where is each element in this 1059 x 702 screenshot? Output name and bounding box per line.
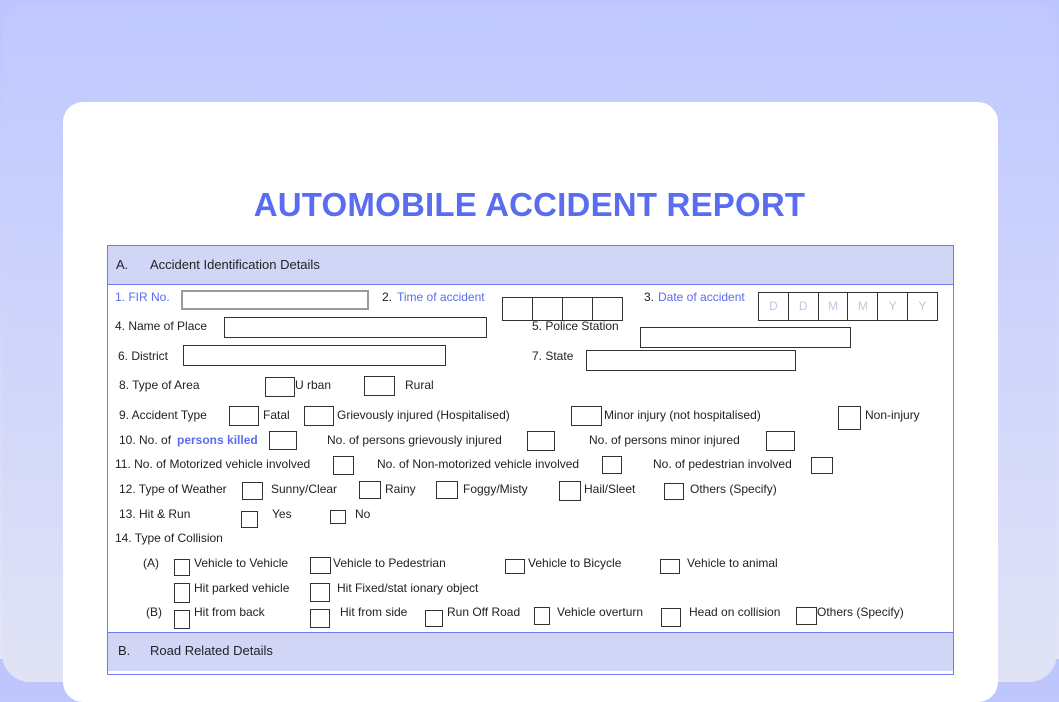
- persons-killed-prefix: 10. No. of: [119, 433, 172, 447]
- page-title: AUTOMOBILE ACCIDENT REPORT: [253, 186, 806, 223]
- persons-grievous-box[interactable]: [527, 431, 555, 451]
- section-b-letter: B.: [118, 643, 131, 658]
- section-a-label: Accident Identification Details: [150, 257, 320, 272]
- veh-animal-label: Vehicle to animal: [687, 556, 778, 570]
- accident-type-label: 9. Accident Type: [119, 408, 207, 422]
- date-cell[interactable]: D: [759, 293, 789, 320]
- place-input[interactable]: [224, 317, 487, 338]
- rural-checkbox[interactable]: [364, 376, 395, 396]
- sunny-label: Sunny/Clear: [271, 482, 338, 496]
- hail-label: Hail/Sleet: [584, 482, 636, 496]
- veh-veh-checkbox[interactable]: [174, 559, 190, 576]
- date-input[interactable]: [758, 292, 938, 321]
- veh-bike-checkbox[interactable]: [505, 559, 525, 574]
- others-collision-label: Others (Specify): [817, 605, 904, 619]
- time-digit-4[interactable]: [593, 298, 622, 320]
- foggy-label: Foggy/Misty: [463, 482, 528, 496]
- hitrun-yes-checkbox[interactable]: [241, 511, 258, 528]
- state-label: 7. State: [532, 349, 574, 363]
- foggy-checkbox[interactable]: [436, 481, 458, 499]
- district-label: 6. District: [118, 349, 169, 363]
- fir-input[interactable]: [181, 290, 369, 310]
- collision-group-a: (A): [143, 556, 159, 570]
- pedestrian-box[interactable]: [811, 457, 833, 474]
- date-label: Date of accident: [658, 290, 745, 304]
- hit-fixed-checkbox[interactable]: [310, 583, 330, 602]
- rural-label: Rural: [405, 378, 434, 392]
- hitrun-no-label: No: [355, 507, 371, 521]
- date-number: 3.: [644, 290, 655, 304]
- date-cell[interactable]: M: [848, 293, 878, 320]
- urban-checkbox[interactable]: [265, 377, 295, 397]
- police-input[interactable]: [640, 327, 851, 348]
- sunny-checkbox[interactable]: [242, 482, 263, 500]
- fir-label: 1. FIR No.: [115, 290, 170, 304]
- collision-group-b: (B): [146, 605, 162, 619]
- veh-animal-checkbox[interactable]: [660, 559, 680, 574]
- motorized-box[interactable]: [333, 456, 354, 475]
- district-input[interactable]: [183, 345, 446, 366]
- date-cell[interactable]: D: [789, 293, 819, 320]
- area-label: 8. Type of Area: [119, 378, 200, 392]
- time-digit-3[interactable]: [563, 298, 593, 320]
- grievous-label: Grievously injured (Hospitalised): [337, 408, 510, 422]
- fatal-checkbox[interactable]: [229, 406, 259, 426]
- nonmotorized-box[interactable]: [602, 456, 622, 474]
- noninjury-label: Non-injury: [865, 408, 920, 422]
- others-weather-label: Others (Specify): [690, 482, 777, 496]
- persons-killed-box[interactable]: [269, 431, 297, 450]
- overturn-checkbox[interactable]: [534, 607, 550, 625]
- minor-checkbox[interactable]: [571, 406, 602, 426]
- others-weather-checkbox[interactable]: [664, 483, 684, 500]
- hit-back-label: Hit from back: [194, 605, 265, 619]
- hit-side-label: Hit from side: [340, 605, 408, 619]
- head-on-label: Head on collision: [689, 605, 781, 619]
- run-off-label: Run Off Road: [447, 605, 521, 619]
- collision-label: 14. Type of Collision: [115, 531, 223, 545]
- veh-veh-label: Vehicle to Vehicle: [194, 556, 289, 570]
- section-a-header: [108, 246, 953, 285]
- persons-minor-box[interactable]: [766, 431, 795, 451]
- time-label: Time of accident: [397, 290, 485, 304]
- others-collision-checkbox[interactable]: [796, 607, 817, 625]
- rainy-checkbox[interactable]: [359, 481, 381, 499]
- section-b-label: Road Related Details: [150, 643, 273, 658]
- hit-parked-label: Hit parked vehicle: [194, 581, 290, 595]
- persons-killed-label: persons killed: [177, 433, 258, 447]
- police-label: 5. Police Station: [532, 319, 619, 333]
- hit-parked-checkbox[interactable]: [174, 583, 190, 603]
- section-a-letter: A.: [116, 257, 129, 272]
- time-digit-1[interactable]: [503, 298, 533, 320]
- motorized-label: 11. No. of Motorized vehicle involved: [115, 457, 311, 471]
- hitrun-no-checkbox[interactable]: [330, 510, 346, 524]
- urban-label: U rban: [295, 378, 332, 392]
- report-form: [107, 245, 954, 675]
- veh-ped-label: Vehicle to Pedestrian: [333, 556, 446, 570]
- date-cell[interactable]: Y: [918, 299, 927, 313]
- rainy-label: Rainy: [385, 482, 416, 496]
- head-on-checkbox[interactable]: [661, 608, 681, 627]
- persons-grievous-label: No. of persons grievously injured: [327, 433, 502, 447]
- minor-label: Minor injury (not hospitalised): [604, 408, 761, 422]
- hail-checkbox[interactable]: [559, 481, 581, 501]
- overturn-label: Vehicle overturn: [557, 605, 644, 619]
- date-cell[interactable]: Y: [878, 293, 908, 320]
- hitrun-label: 13. Hit & Run: [119, 507, 191, 521]
- pedestrian-label: No. of pedestrian involved: [653, 457, 792, 471]
- weather-label: 12. Type of Weather: [119, 482, 227, 496]
- grievous-checkbox[interactable]: [304, 406, 334, 426]
- date-cell[interactable]: M: [819, 293, 849, 320]
- hit-fixed-label: Hit Fixed/stat ionary object: [337, 581, 479, 595]
- time-digit-2[interactable]: [533, 298, 563, 320]
- hit-back-checkbox[interactable]: [174, 610, 190, 629]
- veh-ped-checkbox[interactable]: [310, 557, 331, 574]
- nonmotorized-label: No. of Non-motorized vehicle involved: [377, 457, 580, 471]
- hitrun-yes-label: Yes: [272, 507, 292, 521]
- noninjury-checkbox[interactable]: [838, 406, 861, 430]
- fatal-label: Fatal: [263, 408, 290, 422]
- time-input[interactable]: [502, 297, 623, 321]
- place-label: 4. Name of Place: [115, 319, 208, 333]
- section-b-header: [108, 632, 953, 671]
- run-off-checkbox[interactable]: [425, 610, 443, 627]
- veh-bike-label: Vehicle to Bicycle: [528, 556, 622, 570]
- persons-minor-label: No. of persons minor injured: [589, 433, 740, 447]
- state-input[interactable]: [586, 350, 796, 371]
- hit-side-checkbox[interactable]: [310, 609, 330, 628]
- time-number: 2.: [382, 290, 393, 304]
